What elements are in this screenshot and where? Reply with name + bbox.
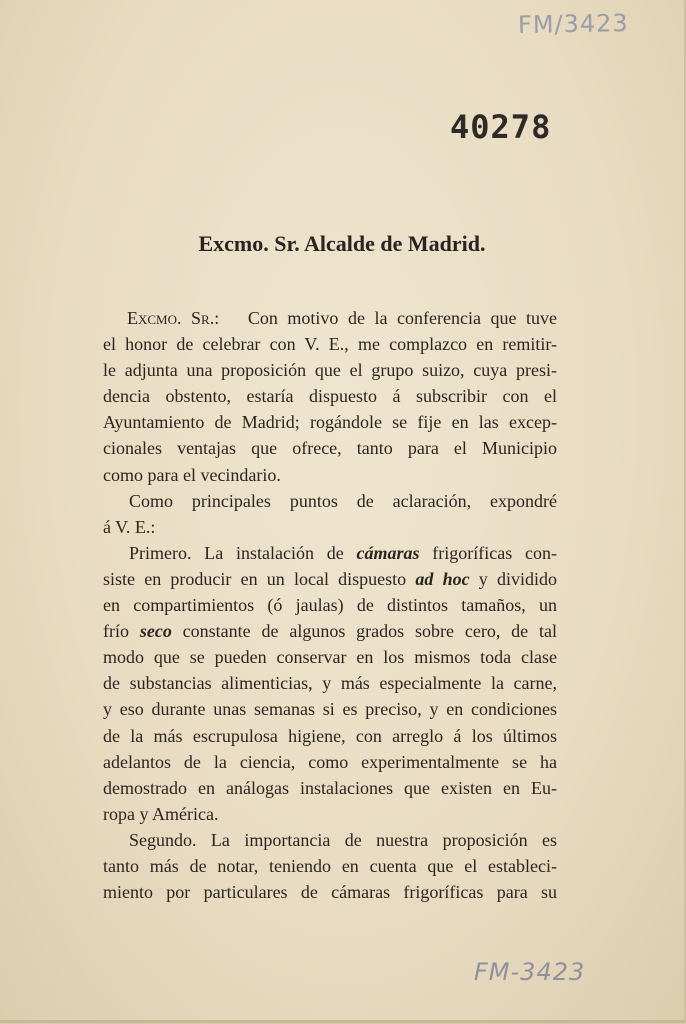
text-line: tanto más de notar, teniendo en cuenta que el estableci- [103, 855, 557, 876]
text-line: demostrado en análogas instalaciones que existen en Eu- [103, 777, 557, 798]
text-line: á V. E.: [103, 516, 156, 537]
text-line: Como principales puntos de aclaración, expondré [129, 490, 557, 511]
emphasis-seco: seco [139, 621, 172, 642]
text-line: cionales ventajas que ofrece, tanto para el Municipio [103, 438, 557, 459]
text-line: y eso durante unas semanas si es preciso, y en condiciones [103, 699, 557, 720]
text-line: de substancias alimenticias, y más especialmente la carne, [103, 673, 557, 694]
salutation: Excmo. Sr.: [127, 308, 220, 328]
letter-body [103, 305, 557, 905]
text-line: Excmo. Sr.: Con motivo de la conferencia que tuve [127, 308, 558, 328]
text-line: Segundo. La importancia de nuestra proposición es [129, 829, 557, 850]
text-line: en compartimientos (ó jaulas) de distintos tamaños, un [103, 595, 557, 616]
archive-reference-top: FM/3423 [517, 9, 629, 39]
text-line: modo que se pueden conservar en los mismos toda clase [103, 647, 557, 668]
text-line: ropa y América. [103, 803, 219, 824]
letter-heading: Excmo. Sr. Alcalde de Madrid. [198, 231, 486, 256]
emphasis-camaras: cámaras [356, 542, 420, 563]
text-line: frío seco constante de algunos grados sobre cero, de tal [103, 621, 557, 642]
text-line: le adjunta una proposición que el grupo suizo, cuya presi- [103, 360, 557, 381]
text-line: como para el vecindario. [103, 464, 281, 485]
text-line: miento por particulares de cámaras frigoríficas para su [103, 882, 557, 903]
text-line: Primero. La instalación de cámaras frigoríficas con- [129, 542, 557, 563]
text-line: el honor de celebrar con V. E., me complazco en remitir- [103, 334, 557, 355]
stamp-number: 40278 [450, 108, 552, 146]
archive-reference-bottom: FM-3423 [474, 958, 586, 986]
text-line: Ayuntamiento de Madrid; rogándole se fije en las excep- [103, 412, 557, 433]
text-line: siste en producir en un local dispuesto ad hoc y dividido [103, 568, 557, 589]
text-line: de la más escrupulosa higiene, con arreglo á los últimos [103, 725, 557, 746]
text-line: adelantos de la ciencia, como experimentalmente se ha [103, 751, 557, 772]
emphasis-ad-hoc: ad hoc [415, 568, 470, 589]
text-line: dencia obstento, estaría dispuesto á subscribir con el [103, 386, 557, 407]
